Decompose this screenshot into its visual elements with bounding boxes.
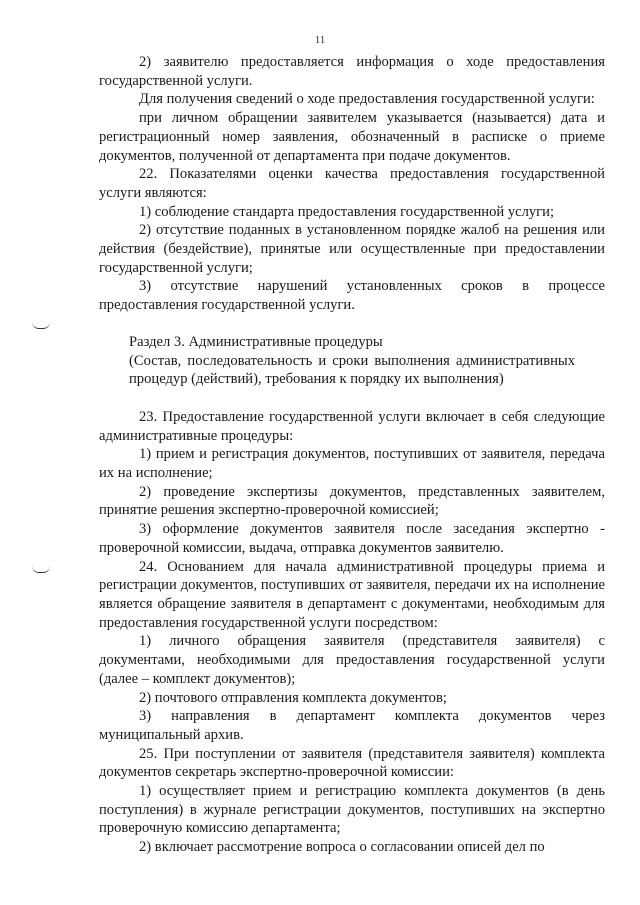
paragraph: 23. Предоставление государственной услуги включает в себя следующие административные процедуры: — [99, 408, 605, 444]
paragraph: 1) прием и регистрация документов, поступивших от заявителя, передача их на исполнение; — [99, 446, 605, 482]
document-body — [99, 53, 605, 857]
margin-mark — [32, 322, 50, 329]
paragraph: 1) осуществляет прием и регистрацию комплекта документов (в день поступления) в журнале регистрации документов, поступивших на экспертно проверочную комиссию департамента; — [99, 783, 605, 837]
paragraph: 3) направления в департамент комплекта документов через муниципальный архив. — [99, 708, 605, 743]
paragraph: 22. Показателями оценки качества предоставления государственной услуги являются: — [99, 166, 605, 201]
section-subtitle: (Состав, последовательность и сроки выполнения административных процедур (действий), требования к порядку их выполнения) — [129, 352, 575, 388]
paragraph: 2) включает рассмотрение вопроса о согласовании описей дел по — [139, 839, 545, 856]
margin-mark — [32, 566, 50, 573]
paragraph: 2) проведение экспертизы документов, представленных заявителем, принятие решения экспертно-проверочной комиссией; — [99, 483, 605, 519]
section-title: Раздел 3. Административные процедуры — [129, 333, 383, 350]
paragraph: 3) отсутствие нарушений установленных сроков в процессе предоставления государственной услуги. — [99, 278, 605, 314]
paragraph: 2) заявителю предоставляется информация о ходе предоставления государственной услуги. — [99, 54, 605, 89]
paragraph: 1) соблюдение стандарта предоставления государственной услуги; — [139, 203, 555, 220]
section-heading — [99, 333, 605, 389]
paragraph: 3) оформление документов заявителя после заседания экспертно - проверочной комиссии, выдача, отправка документов заявителю. — [99, 521, 605, 556]
paragraph: 2) отсутствие поданных в установленном порядке жалоб на решения или действия (бездействие), принятые или осуществленные при предоставлении государственной услуги; — [99, 222, 605, 276]
paragraph: 1) личного обращения заявителя (представителя заявителя) с документами, необходимыми для предоставления государственной услуги (далее – комплект документов); — [99, 633, 605, 687]
paragraph: 25. При поступлении от заявителя (представителя заявителя) комплекта документов секретарь экспертно-проверочной комиссии: — [99, 745, 605, 781]
paragraph: Для получения сведений о ходе предоставления государственной услуги: — [139, 91, 595, 108]
page-number: 11 — [314, 34, 326, 46]
paragraph: 2) почтового отправления комплекта документов; — [139, 689, 447, 706]
paragraph: 24. Основанием для начала административной процедуры приема и регистрации документов, поступивших от заявителя, передачи их на исполнение является обращение заявителя в департамент с документами, необходимым для предоставления государственной услуги посредством: — [99, 558, 605, 631]
paragraph: при личном обращении заявителем указывается (называется) дата и регистрационный номер заявления, обозначенный в расписке о приеме документов, полученной от департамента при подаче документов. — [99, 110, 605, 164]
